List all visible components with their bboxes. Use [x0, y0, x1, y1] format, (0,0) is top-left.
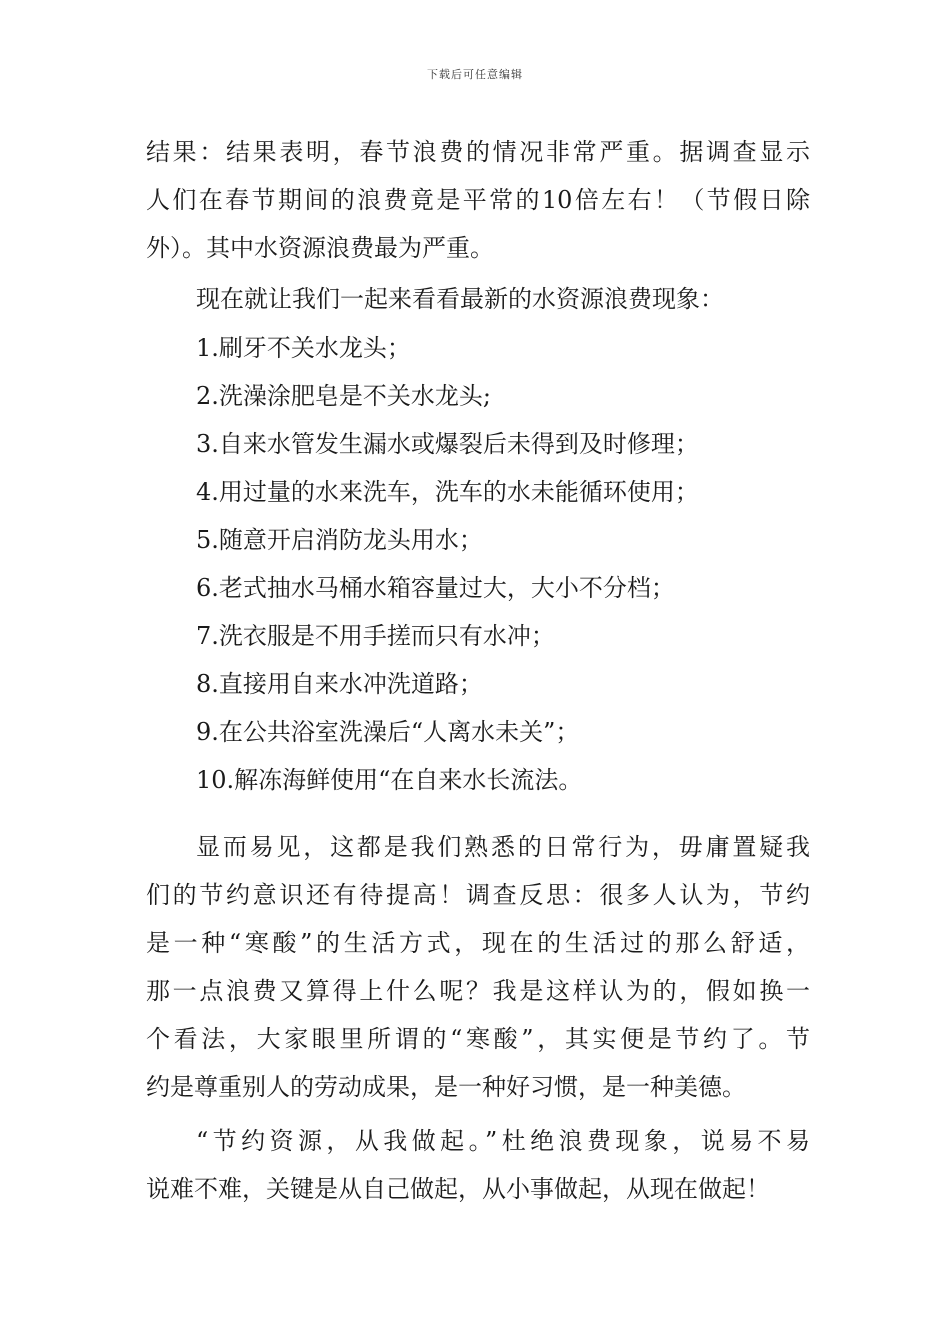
paragraph-line: 是一种“寒酸”的生活方式，现在的生活过的那么舒适， [146, 929, 810, 957]
paragraph-line: 显而易见，这都是我们熟悉的日常行为，毋庸置疑我 [196, 833, 810, 861]
paragraph-line: 约是尊重别人的劳动成果，是一种好习惯，是一种美德。 [146, 1073, 746, 1101]
closing-paragraph [146, 1117, 810, 1213]
list-item: 3.自来水管发生漏水或爆裂后未得到及时修理； [196, 430, 699, 458]
result-paragraph [146, 128, 810, 272]
waste-list [146, 324, 810, 804]
paragraph-line: 个看法，大家眼里所谓的“寒酸”，其实便是节约了。节 [146, 1025, 810, 1053]
intro-line: 现在就让我们一起来看看最新的水资源浪费现象： [196, 285, 724, 313]
list-item: 7.洗衣服是不用手搓而只有水冲； [196, 622, 555, 650]
paragraph-line: 那一点浪费又算得上什么呢？我是这样认为的，假如换一 [146, 977, 810, 1005]
list-item: 8.直接用自来水冲洗道路； [196, 670, 483, 698]
list-item: 6.老式抽水马桶水箱容量过大，大小不分档； [196, 574, 675, 602]
list-item: 4.用过量的水来洗车，洗车的水未能循环使用； [196, 478, 699, 506]
list-item: 10.解冻海鲜使用“在自来水长流法。 [196, 766, 583, 794]
list-item: 9.在公共浴室洗澡后“人离水未关”； [196, 718, 580, 746]
paragraph-line: 结果：结果表明，春节浪费的情况非常严重。据调查显示 [146, 138, 810, 166]
page-header-note: 下载后可任意编辑 [427, 68, 523, 81]
paragraph-line: 说难不难，关键是从自己做起，从小事做起，从现在做起！ [146, 1175, 770, 1203]
list-item: 5.随意开启消防龙头用水； [196, 526, 483, 554]
paragraph-line: 人们在春节期间的浪费竟是平常的10倍左右！（节假日除 [146, 186, 810, 214]
paragraph-line: 外）。其中水资源浪费最为严重。 [146, 234, 494, 262]
list-item: 1.刷牙不关水龙头； [196, 334, 411, 362]
reflection-paragraph [146, 823, 810, 1111]
paragraph-line: 们的节约意识还有待提高！调查反思：很多人认为，节约 [146, 881, 810, 909]
paragraph-line: “节约资源，从我做起。”杜绝浪费现象，说易不易 [196, 1127, 810, 1155]
intro-paragraph [146, 275, 810, 323]
list-item: 2.洗澡涂肥皂是不关水龙头; [196, 382, 491, 410]
